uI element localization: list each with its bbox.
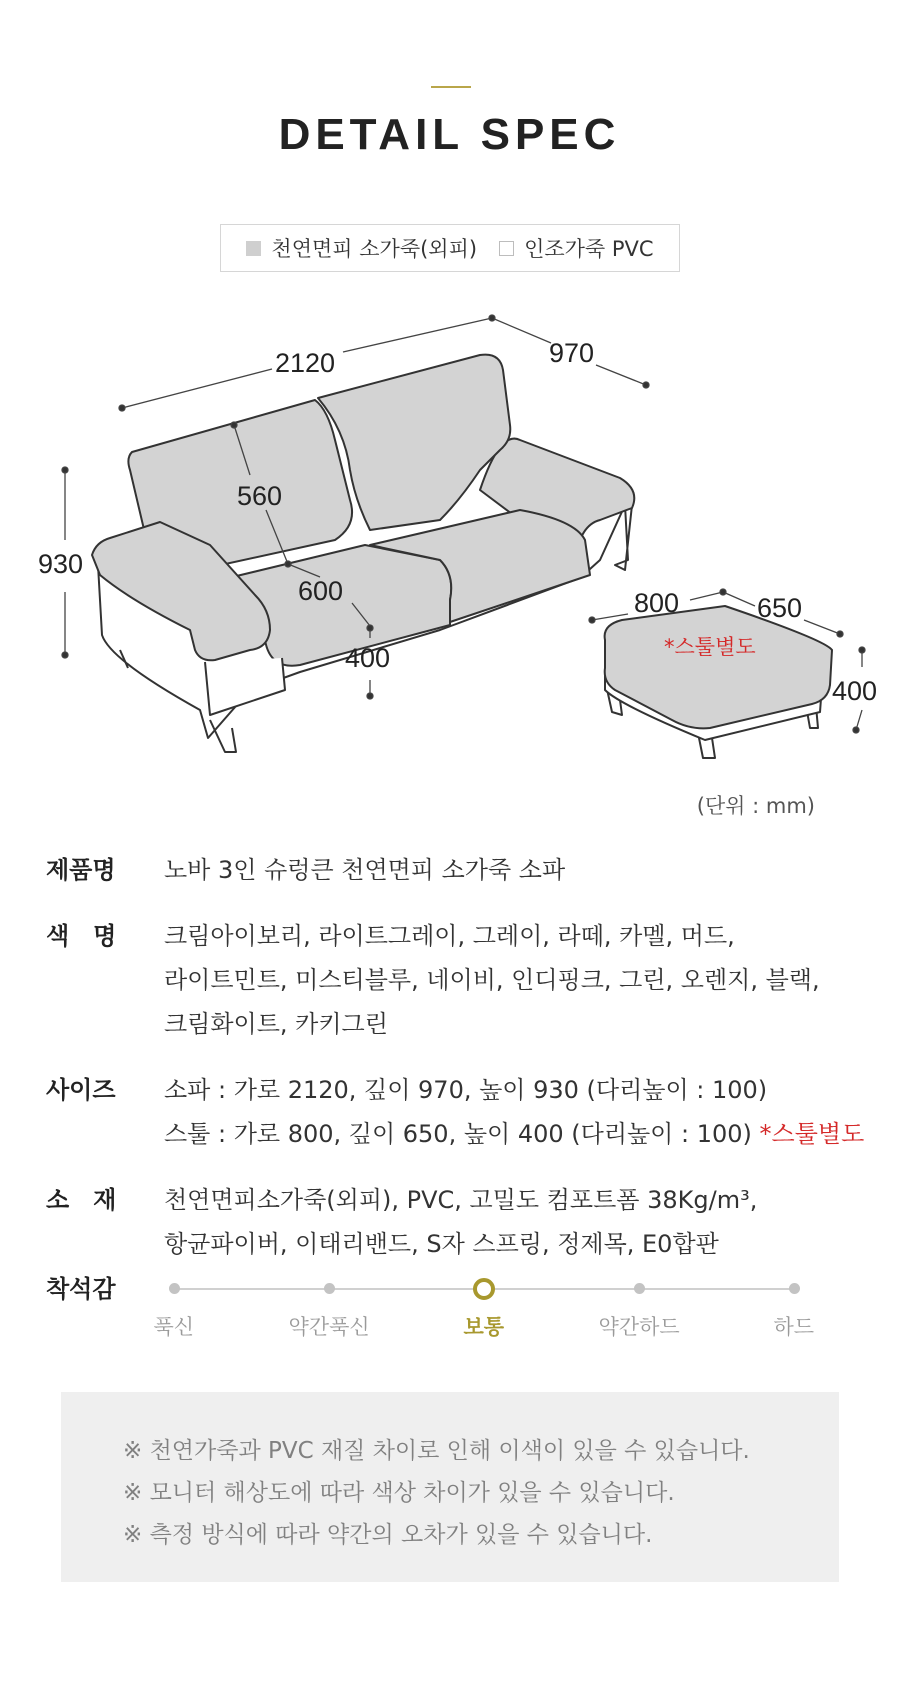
page-title: DETAIL SPEC <box>278 110 621 159</box>
leather-swatch-icon <box>246 241 261 256</box>
legend-label-leather: 천연면피 소가죽(외피) <box>271 237 478 261</box>
comfort-level-label: 약간푹신 <box>288 1315 370 1339</box>
spec-row-size <box>46 1068 866 1156</box>
sofa-dimension-drawing <box>0 300 899 760</box>
dim-point <box>285 561 291 567</box>
dim-line-stool-depth-left <box>723 592 755 606</box>
dim-point <box>853 727 859 733</box>
comfort-level-dot <box>473 1278 495 1300</box>
comfort-level-dot <box>169 1283 180 1294</box>
spec-value-line: 노바 3인 슈렁큰 천연면피 소가죽 소파 <box>164 856 566 884</box>
dim-line-depth-top <box>492 318 551 343</box>
comfort-level-dot <box>324 1283 335 1294</box>
spec-value-line: 라이트민트, 미스티블루, 네이비, 인디핑크, 그린, 오렌지, 블랙, <box>164 966 820 994</box>
dim-label-seat-depth: 600 <box>298 576 344 606</box>
comfort-scale <box>46 1267 866 1347</box>
spec-table <box>46 848 866 1288</box>
dim-point <box>231 422 237 428</box>
dim-label-back-height: 560 <box>237 481 283 511</box>
dim-label-sofa-width: 2120 <box>275 348 336 378</box>
spec-values <box>164 914 820 1046</box>
comfort-level-dot <box>634 1283 645 1294</box>
dim-point <box>367 625 373 631</box>
dim-label-stool-width: 800 <box>634 588 680 618</box>
spec-values <box>164 848 565 892</box>
stool-separate-note: *스툴별도 <box>664 635 756 659</box>
dim-label-stool-depth: 650 <box>757 593 803 623</box>
sofa-left-arm-front <box>205 658 285 715</box>
notice-line: ※ 모니터 해상도에 따라 색상 차이가 있을 수 있습니다. <box>123 1480 675 1506</box>
unit-note: (단위 : mm) <box>696 794 815 818</box>
stool-separate-note: *스툴별도 <box>759 1120 865 1148</box>
dim-point <box>62 652 68 658</box>
spec-value-text: 스툴 : 가로 800, 깊이 650, 높이 400 (다리높이 : 100) <box>164 1120 752 1148</box>
notice-line: ※ 천연가죽과 PVC 재질 차이로 인해 이색이 있을 수 있습니다. <box>123 1438 750 1464</box>
legend-label-pvc: 인조가죽 PVC <box>524 237 654 261</box>
comfort-level-label: 보통 <box>463 1315 505 1339</box>
spec-values <box>164 1068 864 1156</box>
spec-row-product-name <box>46 848 866 892</box>
legend-item-leather <box>246 233 477 263</box>
dim-point <box>837 631 843 637</box>
notice-line: ※ 측정 방식에 따라 약간의 오차가 있을 수 있습니다. <box>123 1522 653 1548</box>
legend-item-pvc <box>499 233 654 263</box>
dim-line-depth-bottom <box>596 365 646 385</box>
spec-value-line: 천연면피소가죽(외피), PVC, 고밀도 컴포트폼 38Kg/m³, <box>164 1186 758 1214</box>
pvc-swatch-icon <box>499 241 514 256</box>
dim-label-sofa-depth: 970 <box>549 338 595 368</box>
dim-point <box>367 693 373 699</box>
comfort-level-label: 푹신 <box>153 1315 195 1339</box>
spec-value-line: 항균파이버, 이태리밴드, S자 스프링, 정제목, E0합판 <box>164 1230 719 1258</box>
dim-line-stool-width-right <box>690 592 723 600</box>
dim-point <box>720 589 726 595</box>
spec-label: 소 재 <box>46 1186 117 1214</box>
comfort-level-label: 하드 <box>773 1315 815 1339</box>
dim-point <box>62 467 68 473</box>
dim-label-seat-height: 400 <box>345 643 391 673</box>
comfort-label: 착석감 <box>46 1275 116 1303</box>
stool-illustration <box>605 606 832 758</box>
spec-value-line: 소파 : 가로 2120, 깊이 970, 높이 930 (다리높이 : 100) <box>164 1076 768 1104</box>
spec-value-line: 크림아이보리, 라이트그레이, 그레이, 라떼, 카멜, 머드, <box>164 922 735 950</box>
spec-label: 사이즈 <box>46 1076 116 1104</box>
dim-line-stool-depth-right <box>804 620 840 634</box>
dim-line-width-right <box>343 318 492 352</box>
spec-row-colors <box>46 914 866 1046</box>
spec-label: 제품명 <box>46 856 116 884</box>
dim-label-sofa-height: 930 <box>38 549 84 579</box>
spec-label: 색 명 <box>46 922 117 950</box>
dim-line-width-left <box>122 369 272 408</box>
material-legend <box>220 224 680 272</box>
spec-values <box>164 1178 757 1266</box>
spec-value-line-stool <box>164 1112 864 1156</box>
title-accent-rule <box>431 86 471 88</box>
dim-point <box>643 382 649 388</box>
dim-point <box>589 617 595 623</box>
notice-box <box>61 1392 839 1582</box>
dim-point <box>489 315 495 321</box>
comfort-level-dot <box>789 1283 800 1294</box>
spec-value-line: 크림화이트, 카키그린 <box>164 1010 388 1038</box>
dim-point <box>859 647 865 653</box>
comfort-level-label: 약간하드 <box>598 1315 680 1339</box>
sofa-illustration <box>92 355 634 752</box>
dim-label-stool-height: 400 <box>832 676 878 706</box>
spec-row-material <box>46 1178 866 1266</box>
dim-point <box>119 405 125 411</box>
